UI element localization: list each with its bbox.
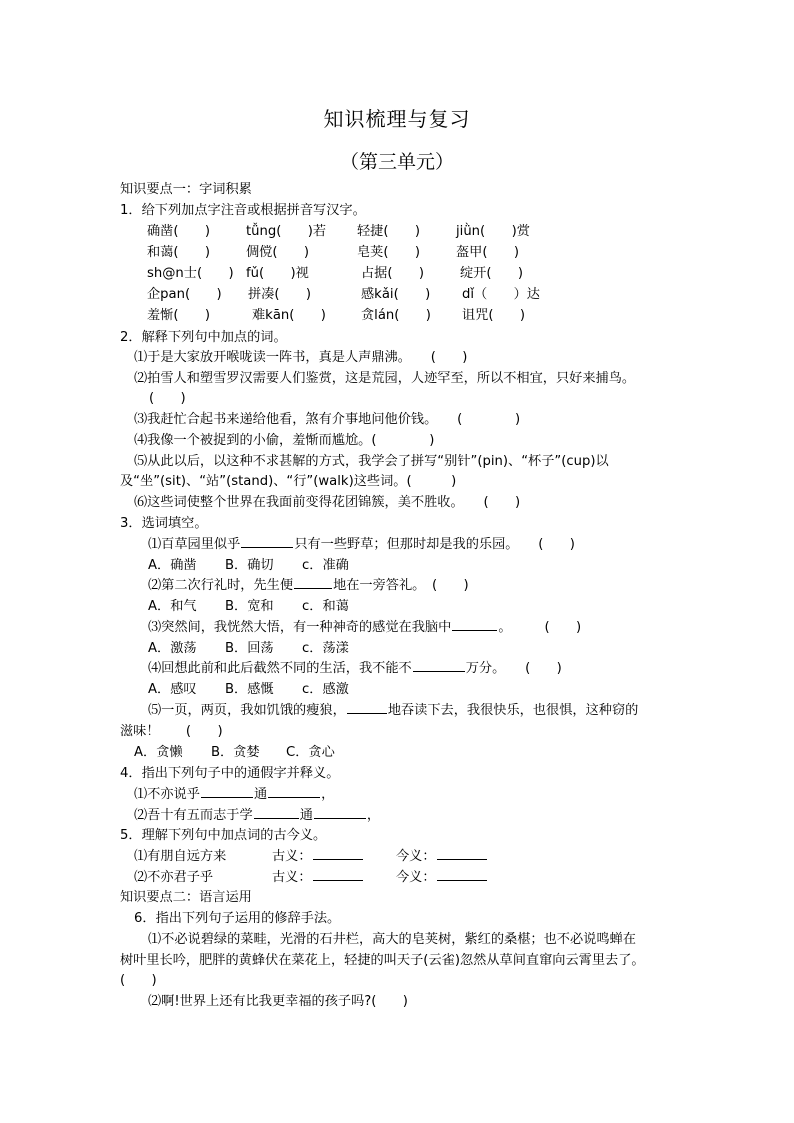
q6-title: 6．指出下列句子运用的修辞手法。 (134, 911, 341, 926)
q1-row (147, 222, 667, 242)
q1-item: 轻捷( ) (357, 224, 421, 239)
q3-item-text: ⑸一页，两页，我如饥饿的瘦狼， (148, 703, 346, 718)
answer-blank[interactable] (347, 701, 387, 714)
q1-item: 企pan( ) (147, 287, 222, 302)
q5-jin-text: 今义： (396, 870, 436, 885)
q6-item: ( ) (120, 973, 157, 988)
q1-item: 感kǎi( ) (361, 287, 431, 302)
q3-option: A．贪懒 (134, 745, 183, 760)
q3-item-text: ⑵第二次行礼时，先生便 (148, 578, 294, 593)
q5-item (134, 847, 514, 867)
q4-item-text: ⑴不亦说乎 (134, 787, 200, 802)
q3-item (148, 701, 638, 721)
q2-item: ⑵拍雪人和塑雪罗汉需要人们鉴赏，这是荒园，人迹罕至，所以不相宜，只好来捕鸟。 (134, 371, 636, 386)
answer-blank[interactable] (313, 868, 363, 881)
q1-item: jiǜn( )赏 (456, 224, 530, 239)
q1-item: sh@n士( ) (147, 266, 234, 281)
q6-item: 树叶里长吟，肥胖的黄蜂伏在菜花上，轻捷的叫天子(云雀)忽然从草间直窜向云霄里去了。 (120, 953, 645, 968)
q1-item: fǔ( )视 (246, 266, 309, 281)
q3-item (148, 576, 469, 596)
q3-item-text: ⑴百草园里似乎 (148, 537, 241, 552)
q1-item: 难kān( ) (252, 308, 326, 323)
q4-item: ⑴不亦说乎 通 ， (134, 787, 335, 802)
answer-blank[interactable] (313, 847, 363, 860)
q3-option: A．感叹 (148, 682, 197, 697)
answer-blank[interactable] (241, 535, 293, 548)
q5-gu-text: 古义： (272, 849, 312, 864)
q5-jin-label (396, 868, 488, 888)
q5-item-text: ⑴有朋自远方来 (134, 849, 227, 864)
q4-tong: 通 (253, 787, 268, 802)
q1-row (147, 264, 667, 284)
q1-item: 皂荚( ) (357, 245, 421, 260)
q1-item: tǚng( )若 (246, 224, 327, 239)
q5-title: 5．理解下列句中加点词的古今义。 (120, 828, 327, 843)
q3-item: 滋味！ ( ) (120, 724, 223, 739)
answer-blank[interactable] (294, 576, 332, 589)
q2-item: ⑶我赶忙合起书来递给他看，煞有介事地问他价钱。 ( ) (134, 412, 521, 427)
q3-option: B．贪婪 (211, 745, 260, 760)
q1-item: 和蔼( ) (147, 245, 211, 260)
page-subtitle: （第三单元） (339, 151, 454, 173)
q3-item-text: 地在一旁答礼。 ( ) (333, 578, 469, 593)
q1-item: 绽开( ) (460, 266, 524, 281)
q3-options (148, 639, 448, 659)
q3-title: 3．选词填空。 (120, 516, 208, 531)
q3-item-text: 。 ( ) (498, 620, 582, 635)
q1-title: 1．给下列加点字注音或根据拼音写汉字。 (120, 203, 366, 218)
q1-item: 占据( ) (361, 266, 425, 281)
q3-option: C．贪心 (286, 745, 335, 760)
q3-item (148, 618, 581, 638)
q3-item-text: 地吞读下去，我很快乐，也很惧，这种窃的 (387, 703, 639, 718)
q3-options (148, 680, 448, 700)
q5-item-text: ⑵不亦君子乎 (134, 870, 214, 885)
q1-item: 倜傥( ) (246, 245, 310, 260)
answer-blank[interactable] (437, 868, 487, 881)
q3-option: B．确切 (225, 558, 274, 573)
q5-gu-label (272, 847, 364, 867)
q1-item: 诅咒( ) (462, 308, 526, 323)
q2-item: ( ) (149, 391, 186, 406)
q5-gu-text: 古义： (272, 870, 312, 885)
q1-item: 拼凑( ) (248, 287, 312, 302)
q3-item (148, 659, 562, 679)
q1-item: 贪lán( ) (361, 308, 431, 323)
q4-item-text: ⑵吾十有五而志于学 (134, 808, 253, 823)
q3-item-text: ⑷回想此前和此后截然不同的生活，我不能不 (148, 661, 412, 676)
q3-option: B．回荡 (225, 641, 274, 656)
section-heading-2: 知识要点二：语言运用 (120, 890, 252, 905)
q2-item: ⑴于是大家放开喉咙读一阵书，真是人声鼎沸。 ( ) (134, 350, 468, 365)
q1-item: 羞惭( ) (147, 308, 211, 323)
q5-gu-label (272, 868, 364, 888)
q3-item-text: 万分。 ( ) (465, 661, 562, 676)
q3-item-text: ⑶突然间，我恍然大悟，有一种神奇的感觉在我脑中 (148, 620, 452, 635)
q1-row (147, 285, 667, 305)
q4-tong: 通 (299, 808, 313, 823)
q1-item: 确凿( ) (147, 224, 211, 239)
answer-blank[interactable] (201, 785, 253, 798)
q3-option: c．和蔼 (302, 599, 349, 614)
q5-jin-text: 今义： (396, 849, 436, 864)
q3-item (148, 535, 575, 555)
q3-option: c．感激 (302, 682, 349, 697)
q3-options (148, 556, 448, 576)
q3-option: B．宽和 (225, 599, 274, 614)
q3-option: c．准确 (302, 558, 349, 573)
answer-blank[interactable] (254, 806, 299, 819)
q3-item-text: 只有一些野草；但那时却是我的乐园。 ( ) (294, 537, 575, 552)
q3-option: c．荡漾 (302, 641, 349, 656)
answer-blank[interactable] (437, 847, 487, 860)
answer-blank[interactable] (314, 806, 366, 819)
q3-options (134, 743, 434, 763)
q6-item: ⑵啊!世界上还有比我更幸福的孩子吗?( ) (148, 994, 408, 1009)
q1-item: 盔甲( ) (456, 245, 520, 260)
q4-item: ⑵吾十有五而志于学 通 ， (134, 808, 381, 823)
q5-jin-label (396, 847, 488, 867)
answer-blank[interactable] (452, 618, 497, 631)
q1-row (147, 306, 667, 326)
q3-option: A．激荡 (148, 641, 197, 656)
section-heading-1: 知识要点一：字词积累 (120, 182, 252, 197)
q1-item: dǐ（ ）达 (462, 287, 540, 302)
q6-item: ⑴不必说碧绿的菜畦，光滑的石井栏，高大的皂荚树，紫红的桑椹；也不必说鸣蝉在 (148, 932, 636, 947)
page-title: 知识梳理与复习 (323, 107, 471, 131)
q2-item: ⑸从此以后，以这种不求甚解的方式，我学会了拼写“别针”(pin)、“杯子”(cup)以 (134, 454, 609, 469)
q3-option: B．感慨 (225, 682, 274, 697)
q2-title: 2．解释下列句中加点的词。 (120, 330, 287, 345)
q5-item (134, 868, 514, 888)
q3-option: A．确凿 (148, 558, 197, 573)
q2-item: ⑷我像一个被捉到的小偷，羞惭而尴尬。( ) (134, 433, 435, 448)
q1-row (147, 243, 667, 263)
q3-option: A．和气 (148, 599, 197, 614)
q4-title: 4．指出下列句子中的通假字并释义。 (120, 766, 340, 781)
answer-blank[interactable] (268, 785, 320, 798)
q3-options (148, 597, 448, 617)
q2-item: 及“坐”(sit)、“站”(stand)、“行”(walk)这些词。( ) (120, 474, 457, 489)
q2-item: ⑹这些词使整个世界在我面前变得花团锦簇，美不胜收。 ( ) (134, 495, 521, 510)
answer-blank[interactable] (413, 659, 465, 672)
